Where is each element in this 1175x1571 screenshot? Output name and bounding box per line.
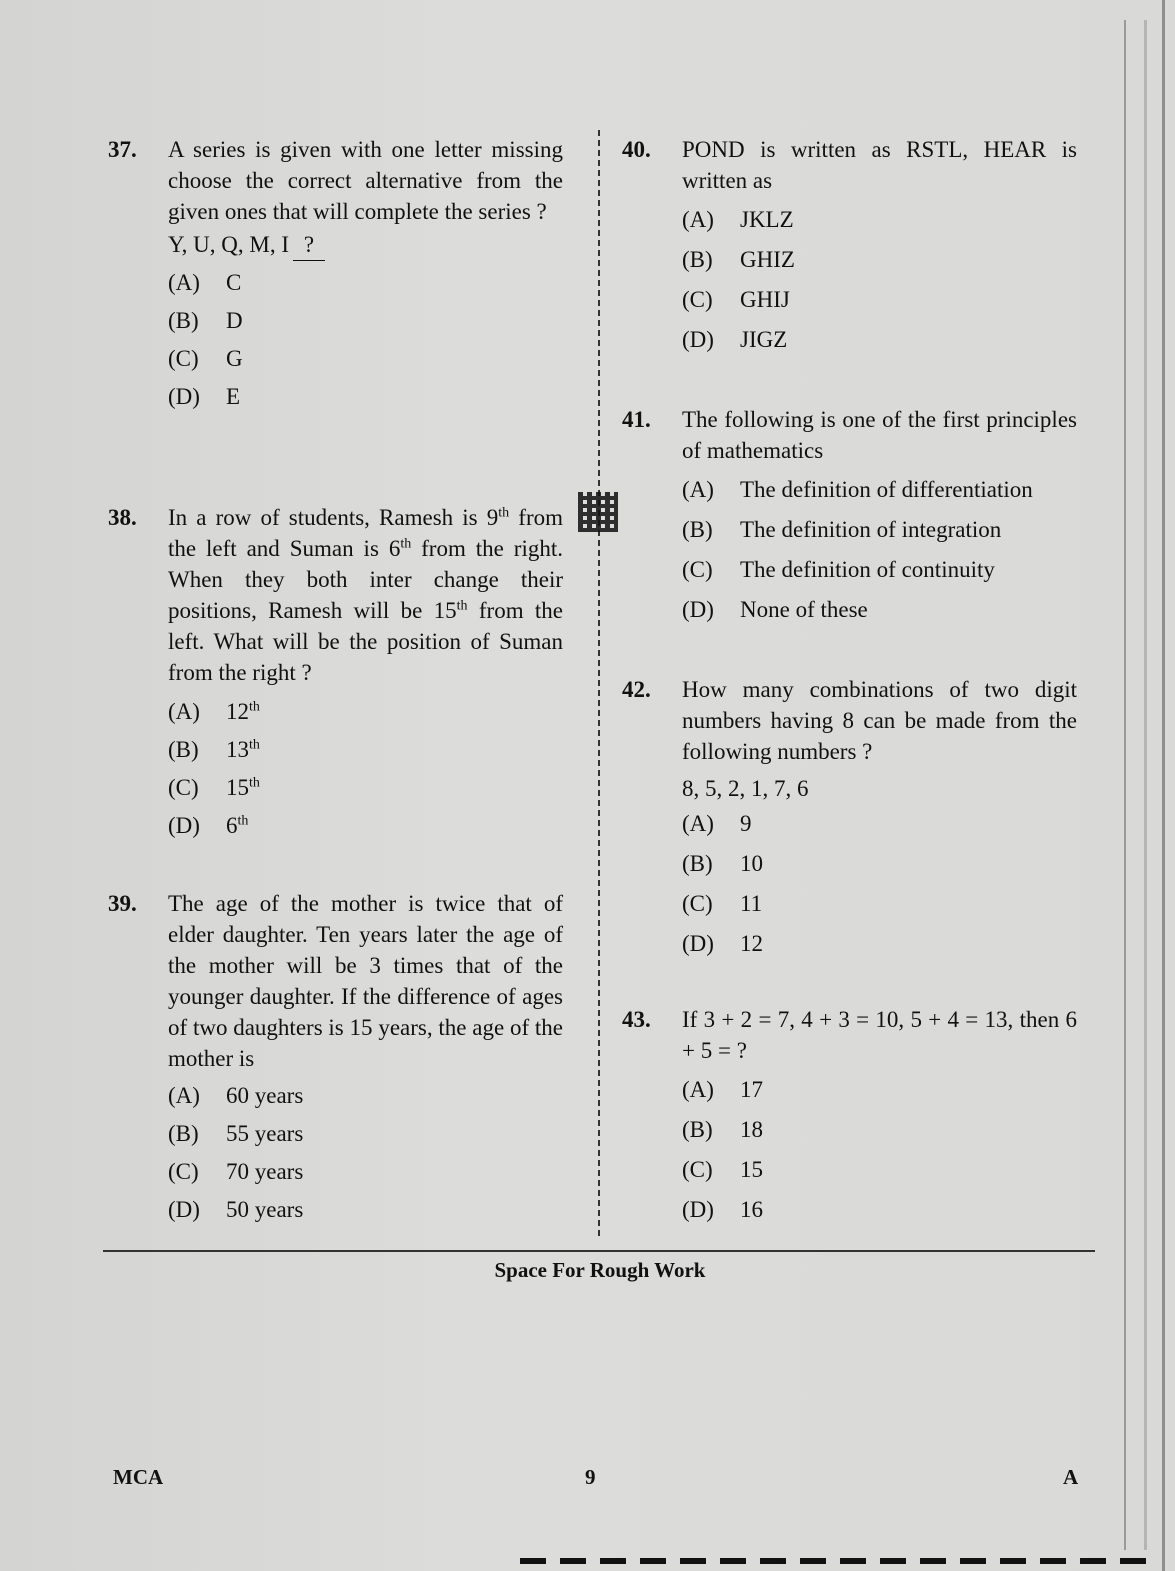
option-c[interactable]: (C) 15 — [682, 1157, 763, 1182]
option-b[interactable]: (B) 10 — [682, 851, 763, 876]
question-text: If 3 + 2 = 7, 4 + 3 = 10, 5 + 4 = 13, then 6 + 5 = ? — [682, 1007, 1077, 1063]
question-number: 40. — [622, 137, 651, 162]
option-b[interactable]: (B) 55 years — [168, 1121, 304, 1146]
footer-course-code: MCA — [113, 1465, 164, 1489]
option-c[interactable]: (C) 15th — [168, 775, 260, 800]
number-set: 8, 5, 2, 1, 7, 6 — [682, 776, 809, 801]
question-text: The age of the mother is twice that of elder daughter. Ten years later the age of the mother will be 3 times that of the younger daughter. If the difference of ages of two daughters is 15 years, the age of the mother is — [168, 891, 563, 1071]
option-c[interactable]: (C) The definition of continuity — [682, 557, 995, 582]
option-c[interactable]: (C) 70 years — [168, 1159, 304, 1184]
option-d[interactable]: (D) None of these — [682, 597, 868, 622]
question-text: The following is one of the first principles of mathematics — [682, 407, 1077, 463]
question-number: 39. — [108, 891, 137, 916]
page-edge-lines — [1124, 20, 1147, 1550]
question-number: 38. — [108, 505, 137, 530]
option-b[interactable]: (B) 13th — [168, 737, 260, 762]
question-number: 41. — [622, 407, 651, 432]
series-blank: ? — [293, 229, 325, 261]
option-c[interactable]: (C) 11 — [682, 891, 763, 916]
options-list — [168, 696, 563, 848]
series-letters: Y, U, Q, M, I — [168, 232, 289, 257]
question-text: In a row of students, Ramesh is 9th from the left and Suman is 6th from the right. When they both inter change their positions, Ramesh will be 15th from the left. What will be the position of Suman from the right ? — [168, 505, 563, 685]
options-list — [168, 1080, 563, 1232]
option-a[interactable]: (A) The definition of differentiation — [682, 477, 1033, 502]
footer-page-number: 9 — [585, 1465, 596, 1489]
option-a[interactable]: (A) JKLZ — [682, 207, 794, 232]
question-number: 43. — [622, 1007, 651, 1032]
question-37 — [108, 134, 563, 419]
option-a[interactable]: (A) 12th — [168, 699, 260, 724]
rough-work-heading: Space For Rough Work — [494, 1258, 706, 1282]
question-text: How many combinations of two digit numbers having 8 can be made from the following numbers ? — [682, 677, 1077, 764]
option-d[interactable]: (D) E — [168, 384, 241, 409]
options-list — [682, 474, 1077, 634]
question-43 — [622, 1004, 1077, 1234]
option-b[interactable]: (B) GHIZ — [682, 247, 795, 272]
question-number: 42. — [622, 677, 651, 702]
question-number: 37. — [108, 137, 137, 162]
option-b[interactable]: (B) The definition of integration — [682, 517, 1002, 542]
option-a[interactable]: (A) C — [168, 270, 242, 295]
question-40 — [622, 134, 1077, 364]
option-d[interactable]: (D) 12 — [682, 931, 763, 956]
question-text: POND is written as RSTL, HEAR is written as — [682, 137, 1077, 193]
question-41 — [622, 404, 1077, 634]
option-b[interactable]: (B) 18 — [682, 1117, 763, 1142]
question-38 — [108, 502, 563, 848]
page-edge-line — [1162, 0, 1165, 1571]
question-text: A series is given with one letter missing choose the correct alternative from the given ones that will complete the series ? — [168, 137, 563, 224]
options-list — [168, 267, 563, 419]
options-list — [682, 1074, 1077, 1234]
qr-code-icon — [578, 492, 618, 532]
option-d[interactable]: (D) 16 — [682, 1197, 763, 1222]
options-list — [682, 204, 1077, 364]
option-b[interactable]: (B) D — [168, 308, 243, 333]
footer-series-code: A — [1063, 1465, 1079, 1489]
question-42 — [622, 674, 1077, 968]
option-a[interactable]: (A) 60 years — [168, 1083, 304, 1108]
options-list — [682, 808, 1077, 968]
option-d[interactable]: (D) 6th — [168, 813, 249, 838]
option-d[interactable]: (D) 50 years — [168, 1197, 304, 1222]
column-divider — [598, 130, 600, 1236]
option-c[interactable]: (C) GHIJ — [682, 287, 790, 312]
option-a[interactable]: (A) 9 — [682, 811, 752, 836]
letter-series — [168, 229, 563, 261]
option-c[interactable]: (C) G — [168, 346, 243, 371]
option-d[interactable]: (D) JIGZ — [682, 327, 788, 352]
question-39 — [108, 888, 563, 1232]
bottom-cut-line — [520, 1558, 1160, 1564]
option-a[interactable]: (A) 17 — [682, 1077, 763, 1102]
rough-work-separator — [103, 1250, 1095, 1252]
